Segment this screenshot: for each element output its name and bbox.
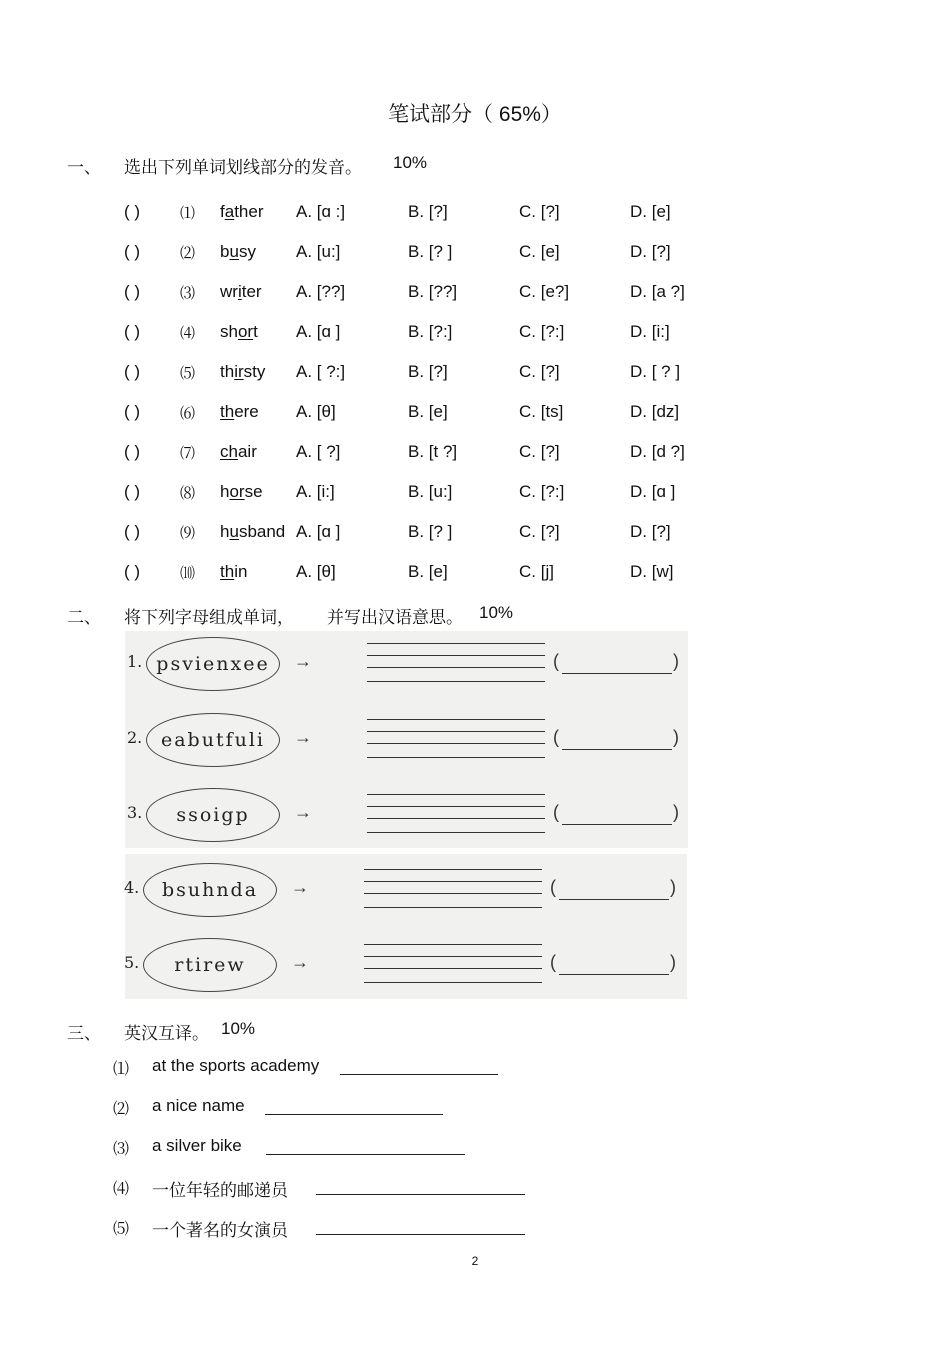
meaning-blank[interactable] (562, 749, 672, 750)
arrow-icon: → (291, 877, 309, 897)
word-suffix: ther (234, 202, 264, 221)
meaning-blank[interactable] (562, 673, 672, 674)
translation-prompt: a silver bike (152, 1136, 242, 1155)
scrambled-letters: rtirew (143, 938, 277, 992)
open-paren: ( (553, 802, 559, 822)
question-word (220, 402, 259, 422)
option-d: D. [ ? ] (630, 362, 681, 381)
option-c: C. [j] (519, 562, 554, 581)
open-paren: ( (550, 952, 556, 972)
option-a: A. [ ?] (296, 442, 341, 461)
question-word (220, 442, 257, 462)
question-number: ⑼ (180, 524, 196, 542)
writing-line[interactable] (367, 818, 545, 819)
writing-line[interactable] (364, 956, 542, 957)
question-number: ⑵ (180, 244, 196, 262)
option-b: B. [?] (408, 362, 448, 381)
word-underlined-part: th (220, 562, 235, 581)
word-prefix: sh (220, 322, 238, 341)
option-a: A. [ ?:] (296, 362, 346, 381)
word-underlined-part: or (229, 482, 245, 501)
section2-instruction: 将下列字母组成单词， (124, 608, 294, 627)
close-paren: ) (673, 727, 679, 747)
option-d: D. [ɑ ] (630, 482, 676, 501)
arrow-icon: → (291, 952, 309, 972)
option-d: D. [i:] (630, 322, 670, 341)
answer-blank[interactable]: ( ) (124, 442, 141, 461)
option-c: C. [?:] (519, 482, 565, 501)
option-b: B. [? ] (408, 242, 453, 261)
section1-score: 10% (393, 153, 428, 172)
writing-line[interactable] (364, 944, 542, 945)
section3-instruction: 英汉互译。 (124, 1024, 209, 1043)
word-prefix: th (220, 362, 235, 381)
writing-line[interactable] (367, 731, 545, 732)
option-d: D. [e] (630, 202, 671, 221)
question-number: ⑻ (180, 484, 196, 502)
close-paren: ) (673, 651, 679, 671)
word-underlined-part: u (229, 522, 239, 541)
question-number: ⑹ (180, 404, 196, 422)
option-a: A. [ɑ :] (296, 202, 346, 221)
question-number: ⑽ (180, 564, 196, 582)
writing-line[interactable] (367, 719, 545, 720)
word-suffix: sty (243, 362, 266, 381)
translation-number: ⑴ (113, 1059, 130, 1078)
writing-line[interactable] (367, 667, 545, 668)
writing-line[interactable] (367, 681, 545, 682)
answer-blank[interactable]: ( ) (124, 402, 141, 421)
open-paren: ( (550, 877, 556, 897)
translation-number: ⑵ (113, 1099, 130, 1118)
word-prefix: h (220, 482, 230, 501)
translation-answer-blank[interactable] (316, 1234, 525, 1235)
option-b: B. [u:] (408, 482, 453, 501)
answer-blank[interactable]: ( ) (124, 282, 141, 301)
writing-line[interactable] (364, 968, 542, 969)
option-a: A. [ɑ ] (296, 522, 341, 541)
translation-number: ⑶ (113, 1139, 130, 1158)
option-d: D. [dz] (630, 402, 680, 421)
arrow-icon: → (294, 651, 312, 671)
translation-answer-blank[interactable] (266, 1154, 465, 1155)
close-paren: ) (670, 952, 676, 972)
page-title: 笔试部分（ 65%） (388, 103, 562, 126)
open-paren: ( (553, 651, 559, 671)
question-number: ⑶ (180, 284, 196, 302)
meaning-blank[interactable] (562, 824, 672, 825)
writing-line[interactable] (364, 907, 542, 908)
option-b: B. [e] (408, 562, 448, 581)
arrow-icon: → (294, 802, 312, 822)
word-prefix: h (220, 522, 230, 541)
question-word (220, 282, 262, 302)
translation-answer-blank[interactable] (316, 1194, 525, 1195)
section3-number: 三、 (67, 1024, 101, 1043)
word-underlined-part: i (237, 282, 242, 301)
word-underlined-part: u (229, 242, 239, 261)
translation-number: ⑸ (113, 1219, 130, 1238)
option-d: D. [?] (630, 522, 671, 541)
meaning-blank[interactable] (559, 899, 669, 900)
meaning-blank[interactable] (559, 974, 669, 975)
translation-prompt: at the sports academy (152, 1056, 320, 1075)
question-number: ⑸ (180, 364, 196, 382)
answer-blank[interactable]: ( ) (124, 322, 141, 341)
word-prefix: f (220, 202, 225, 221)
puzzle-number: 3. (127, 803, 143, 822)
option-b: B. [??] (408, 282, 458, 301)
answer-blank[interactable]: ( ) (124, 202, 141, 221)
option-d: D. [a ?] (630, 282, 685, 301)
writing-line[interactable] (367, 743, 545, 744)
question-word (220, 322, 258, 342)
scrambled-letters: ssoigp (146, 788, 280, 842)
question-word (220, 482, 263, 502)
word-underlined-part: ir (234, 362, 244, 381)
option-a: A. [??] (296, 282, 346, 301)
writing-line[interactable] (364, 893, 542, 894)
section1-number: 一、 (67, 158, 101, 177)
option-b: B. [t ?] (408, 442, 458, 461)
word-suffix: se (244, 482, 263, 501)
question-word (220, 522, 285, 542)
question-word (220, 562, 247, 582)
section2-number: 二、 (67, 608, 101, 627)
option-a: A. [θ] (296, 562, 336, 581)
option-c: C. [?] (519, 522, 560, 541)
puzzle-number: 1. (127, 652, 143, 671)
word-suffix: sy (238, 242, 256, 261)
option-b: B. [e] (408, 402, 448, 421)
puzzle-number: 2. (127, 728, 143, 747)
writing-line[interactable] (367, 794, 545, 795)
close-paren: ) (673, 802, 679, 822)
option-d: D. [d ?] (630, 442, 685, 461)
word-suffix: air (237, 442, 257, 461)
translation-prompt: a nice name (152, 1096, 245, 1115)
option-c: C. [?:] (519, 322, 565, 341)
section2-score: 10% (479, 603, 514, 622)
word-prefix: wr (220, 282, 238, 301)
option-c: C. [e] (519, 242, 560, 261)
question-word (220, 362, 265, 382)
writing-line[interactable] (364, 869, 542, 870)
option-c: C. [?] (519, 202, 560, 221)
section1-instruction: 选出下列单词划线部分的发音。 (124, 158, 362, 177)
word-suffix: in (234, 562, 248, 581)
writing-line[interactable] (367, 655, 545, 656)
answer-blank[interactable]: ( ) (124, 522, 141, 541)
option-a: A. [ɑ ] (296, 322, 341, 341)
question-number: ⑴ (180, 204, 196, 222)
section3-score: 10% (221, 1019, 256, 1038)
question-number: ⑺ (180, 444, 196, 462)
option-d: D. [w] (630, 562, 674, 581)
answer-blank[interactable]: ( ) (124, 562, 141, 581)
arrow-icon: → (294, 727, 312, 747)
option-a: A. [θ] (296, 402, 336, 421)
writing-line[interactable] (367, 643, 545, 644)
word-suffix: ere (234, 402, 259, 421)
answer-blank[interactable]: ( ) (124, 242, 141, 261)
word-suffix: t (253, 322, 258, 341)
writing-line[interactable] (364, 982, 542, 983)
puzzle-number: 4. (124, 878, 140, 897)
answer-blank[interactable]: ( ) (124, 362, 141, 381)
option-b: B. [?] (408, 202, 448, 221)
translation-prompt: 一位年轻的邮递员 (152, 1181, 288, 1200)
option-c: C. [?] (519, 442, 560, 461)
option-c: C. [ts] (519, 402, 564, 421)
translation-answer-blank[interactable] (340, 1074, 498, 1075)
word-suffix: sband (238, 522, 286, 541)
writing-line[interactable] (367, 757, 545, 758)
word-underlined-part: th (220, 402, 235, 421)
answer-blank[interactable]: ( ) (124, 482, 141, 501)
open-paren: ( (553, 727, 559, 747)
close-paren: ) (670, 877, 676, 897)
writing-line[interactable] (367, 806, 545, 807)
translation-answer-blank[interactable] (265, 1114, 443, 1115)
question-word (220, 242, 256, 262)
scrambled-letters: bsuhnda (143, 863, 277, 917)
option-a: A. [i:] (296, 482, 335, 501)
word-prefix: b (220, 242, 230, 261)
translation-number: ⑷ (113, 1179, 130, 1198)
scrambled-letters: eabutfuli (146, 713, 280, 767)
translation-prompt: 一个著名的女演员 (152, 1221, 288, 1240)
page-number: 2 (471, 1254, 479, 1268)
option-a: A. [u:] (296, 242, 341, 261)
scrambled-letters: psvienxee (146, 637, 280, 691)
option-b: B. [? ] (408, 522, 453, 541)
option-d: D. [?] (630, 242, 671, 261)
word-underlined-part: or (237, 322, 254, 341)
writing-line[interactable] (364, 881, 542, 882)
word-underlined-part: ch (220, 442, 238, 461)
writing-line[interactable] (367, 832, 545, 833)
question-number: ⑷ (180, 324, 196, 342)
word-suffix: ter (241, 282, 262, 301)
option-c: C. [?] (519, 362, 560, 381)
puzzle-number: 5. (124, 953, 140, 972)
question-word (220, 202, 264, 222)
word-underlined-part: a (224, 202, 235, 221)
section2-instruction-cont: 并写出汉语意思。 (327, 608, 463, 627)
option-c: C. [e?] (519, 282, 570, 301)
option-b: B. [?:] (408, 322, 453, 341)
